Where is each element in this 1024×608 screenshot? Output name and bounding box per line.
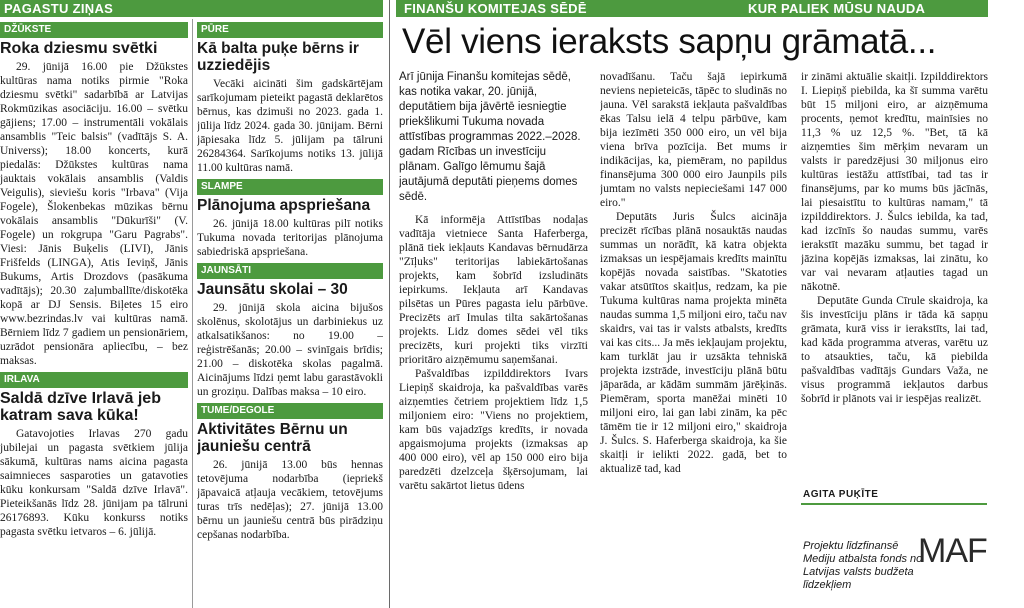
- article-body-flower-child: Vecāki aicināti šim gadskārtējam sarīkojumam pieteikt pagastā deklarētos bērnus, kas dzimuši no 2023. gada 1. jūlija līdz 2024. gada 30. jūnijam. Bērni jāpiesaka līdz 5. jūlijam pa tālruni 26284364. Sarīkojums notiks 13. jūlijā 11.00 kultūras namā.: [197, 78, 383, 174]
- maf-logo: MAF: [918, 532, 987, 570]
- column-divider: [192, 19, 193, 608]
- page-divider: [389, 0, 390, 608]
- section-header-left: PAGASTU ZIŅAS: [0, 0, 383, 17]
- author-rule: [801, 503, 987, 505]
- article-paragraph-2: Pašvaldības izpilddirektors Ivars Liepiņš skaidroja, ka pašvaldības varēs aizņemties četriem projektiem līdz 1,5 miljoniem eiro: "Viens no projektiem, kam būs vajadzīgs kredīts, ir novada apgaismojuma projekts (izmaksas ap 400 000 eiro), vēl ap 150 000 eiro bija paredzēti dzelzceļa šķērsojumam, lai varētu sakārtot lietus ūdens: [399, 368, 588, 492]
- article-paragraph-6: Deputāte Gunda Cīrule skaidroja, ka šis investīciju plāns ir tāda kā sapņu grāmata, kurā viss ir ierakstīts, lai tad, kad kāda programma atveras, varētu uz to atsaukties, taču, kā piebilda pašvaldības vadītājs Gundars Važa, ne visus programmā iekļautos darbus šobrīd ir plānots vai ir iespējas realizēt.: [801, 295, 988, 405]
- article-headline: Vēl viens ieraksts sapņu grāmatā...: [402, 22, 937, 61]
- article-title-youth-centre: Aktivitātes Bērnu un jauniešu centrā: [197, 421, 348, 455]
- article-body-sweet-life: Gatavojoties Irlavas 270 gadu jubilejai un pagasta svētkiem jūlija sākumā, kultūras nams aicina pagasta saimnieces sasparoties un gatavoties kūku konkursam "Saldā dzīve Irlavā". Pieteikšanās līdz 28. jūnijam pa tālruni 26176893. Kūku konkurss notiks pagasta svētku ietvaros – 6. jūlijā.: [0, 428, 188, 538]
- article-column-2: [600, 70, 787, 608]
- article-body-youth-centre: 26. jūnijā 13.00 būs hennas tetovējuma nodarbība (iepriekš jāpavaicā atļauja vecākiem, tetovējums turas trīs nedēļas); 27. jūnijā 13.00 bērnu un jauniešu centrā būs pirādziņu cepšanas nodarbība.: [197, 459, 383, 541]
- section-label-jaunsati: JAUNSĀTI: [197, 263, 383, 279]
- article-author: AGITA PUĶĪTE: [803, 489, 879, 500]
- article-body-planning: 26. jūnijā 18.00 kultūras pilī notiks Tukuma novada teritorijas plānojuma sabiedriskā apspriešana.: [197, 218, 383, 258]
- article-paragraph-4: Deputāts Juris Šulcs aicināja precizēt rīcības plānā nosauktās naudas summas un norādīt, kā katra objekta izmaksas un iespējamais kredīts mainītu kopējās novada saistības. "Skatoties vakar atsūtītos skaitļus, redzam, ka pie Tukuma kultūras nama projekta minēta naudas summa 1,5 miljoni eiro, taču nav skaidrs, vai tas ir valsts atbalsts, kredīts vai kas cits... Ja mēs iekļaujam projektu, kam turklāt jau ir uzsākta tehniskā projekta izstrāde, investīciju plānā būtu jāparāda, ar kādām summām jārēķinās. Piemēram, sporta manēžai minēti 10 miljoni eiro, lai gan labi zinām, ka pēc tāmēm tie ir 12 miljoni eiro," skaidroja J. Šulcs. S. Haferberga skaidroja, ka šie skaitļi ir ielikti 2022. gadā, bet to aktualizē tad, kad: [600, 211, 787, 475]
- header-finance-committee: FINANŠU KOMITEJAS SĒDĒ: [404, 1, 587, 16]
- article-column-3: [801, 70, 988, 608]
- article-lead: Arī jūnija Finanšu komitejas sēdē, kas notika vakar, 20. jūnijā, deputātiem bija jāvērtē iesniegtie priekšlikumi Tukuma novada attīstības programmas 2022.–2028. gadam Rīcības un investīciju plānam. Galīgo lēmumu šajā jautājumā deputāti pieņems domes sēdē.: [399, 71, 581, 203]
- section-label-irlava: IRLAVA: [0, 372, 188, 388]
- article-paragraph-1: Kā informēja Attīstības nodaļas vadītāja vietniece Santa Haferberga, plānā tiek iekļauts Kandavas bērnudārza "Zīļuks" teritorijas labiekārtošanas projekts, kam šobrīd izsludināts iepirkums. Iekļauta arī Kandavas pilsētas un Pūres pagasta ielu pārbūve. Precizēts arī Imulas tilta sakārtošanas projekts. Lidz domes sēdei vēl tiks precizēts, kuri projekti tiks virzīti prioritāro aizņēmumu saņemšanai.: [399, 214, 588, 366]
- article-column-1: [399, 70, 588, 608]
- funding-notice: Projektu līdzfinansē Mediju atbalsta fonds no Latvijas valsts budžeta līdzekļiem: [803, 540, 923, 591]
- article-paragraph-3: novadīšanu. Taču šajā iepirkumā neviens nepieteicās, tāpēc to sludinās no jauna. Vēl sarakstā iekļauta pašvaldības ēkas Talsu ielā 4 telpu pārbūve, kam bija iezīmēti 350 000 eiro, un vēl bija viena brīva pozīcija. Bet mums ir indikācijas, ka, piemēram, no papildus finansējuma 300 000 eiro Jaunpils pils jumtam no valsts nepieciešami 147 000 eiro.": [600, 71, 787, 209]
- header-where-money-goes: KUR PALIEK MŪSU NAUDA: [748, 1, 926, 16]
- article-body-rock-festival: 29. jūnijā 16.00 pie Džūkstes kultūras nama notiks pirmie "Roka dziesmu svētki" sadarbībā ar Latvijas Rokmūzikas asociāciju. 16.00 – svētku gājiens; 17.00 – instrumentāli vokālais ansamblis "Teic balsis" (vadītājs S. A. Universs); 18.00 koncerts, kurā piedalās: Džūkstes kultūras nama jauktais vokālais ansamblis (Valdis Veigulis), sieviešu koris "Irbava" (Vija Fogele), Šlokenbekas mūzikas bērnu vokālais ansamblis "Dūkurīši" (V. Fogele) un rokgrupa "Garu Pagrabs". Viesi: Jānis Buķelis (LIVI), Jānis Frišfelds (LINGA), Atis Ieviņš, Jānis Bukums, Artis Drozdovs (pasākuma vadītājs); 20.30 zaļumballīte/diskotēka kopā ar DJ Sensis. Biļetes 15 eiro www.bezrindas.lv vai kultūras namā. Bērniem līdz 7 gadiem un pensionāriem, uzrādot pensionāra apliecību, – bez maksas.: [0, 61, 188, 367]
- section-label-pure: PŪRE: [197, 22, 383, 38]
- article-title-rock-festival: Roka dziesmu svētki: [0, 40, 158, 57]
- article-title-school-30: Jaunsātu skolai – 30: [197, 281, 348, 298]
- article-title-flower-child: Kā balta puķe bērns ir uzziedējis: [197, 40, 359, 74]
- section-header-right: [396, 0, 988, 17]
- article-body-school-30: 29. jūnijā skola aicina bijušos skolēnus, skolotājus un darbiniekus uz atkalsatikšanos: no 19.00 – reģistrēšanās; 20.00 – svinīgais brīdis; 21.00 – diskotēka skolas pagalmā. Aicinājums līdzi ņemt labu garastāvokli un groziņu. Dalības maksa – 10 eiro.: [197, 302, 383, 398]
- news-column-1: [0, 19, 188, 608]
- article-paragraph-5: ir zināmi aktuālie skaitļi. Izpilddirektors I. Liepiņš piebilda, ka šī summa varētu būt 15 miljoni eiro, ar aizņēmuma procents, ņemot kredītu, mainīsies no 11,3 % uz 12,5 %. "Bet, tā kā aizņemties šim mērķim nevaram un valsts ir paredzējusi 30 miljonus eiro kultūras iestāžu attīstībai, tad tas ir finansējums, par ko mums būs jācīnās, lai piesaistītu to kultūras namam," tā izpilddirektors. J. Šulcs iebilda, ka tad, kad izcīnīs šo naudas summu, varēs ierakstīt mazāku summu, bet tagad ir jāzina kopējās izmaksas, lai zinātu, ko var vai nevaram atļauties tagad un nākotnē.: [801, 71, 988, 293]
- article-title-sweet-life: Saldā dzīve Irlavā jeb katram sava kūka!: [0, 390, 161, 424]
- section-label-tume-degole: TUME/DEGOLE: [197, 403, 383, 419]
- article-title-planning: Plānojuma apspriešana: [197, 197, 371, 214]
- news-column-2: [197, 19, 383, 608]
- section-label-dzukste: DŽŪKSTE: [0, 22, 188, 38]
- section-label-slampe: SLAMPE: [197, 179, 383, 195]
